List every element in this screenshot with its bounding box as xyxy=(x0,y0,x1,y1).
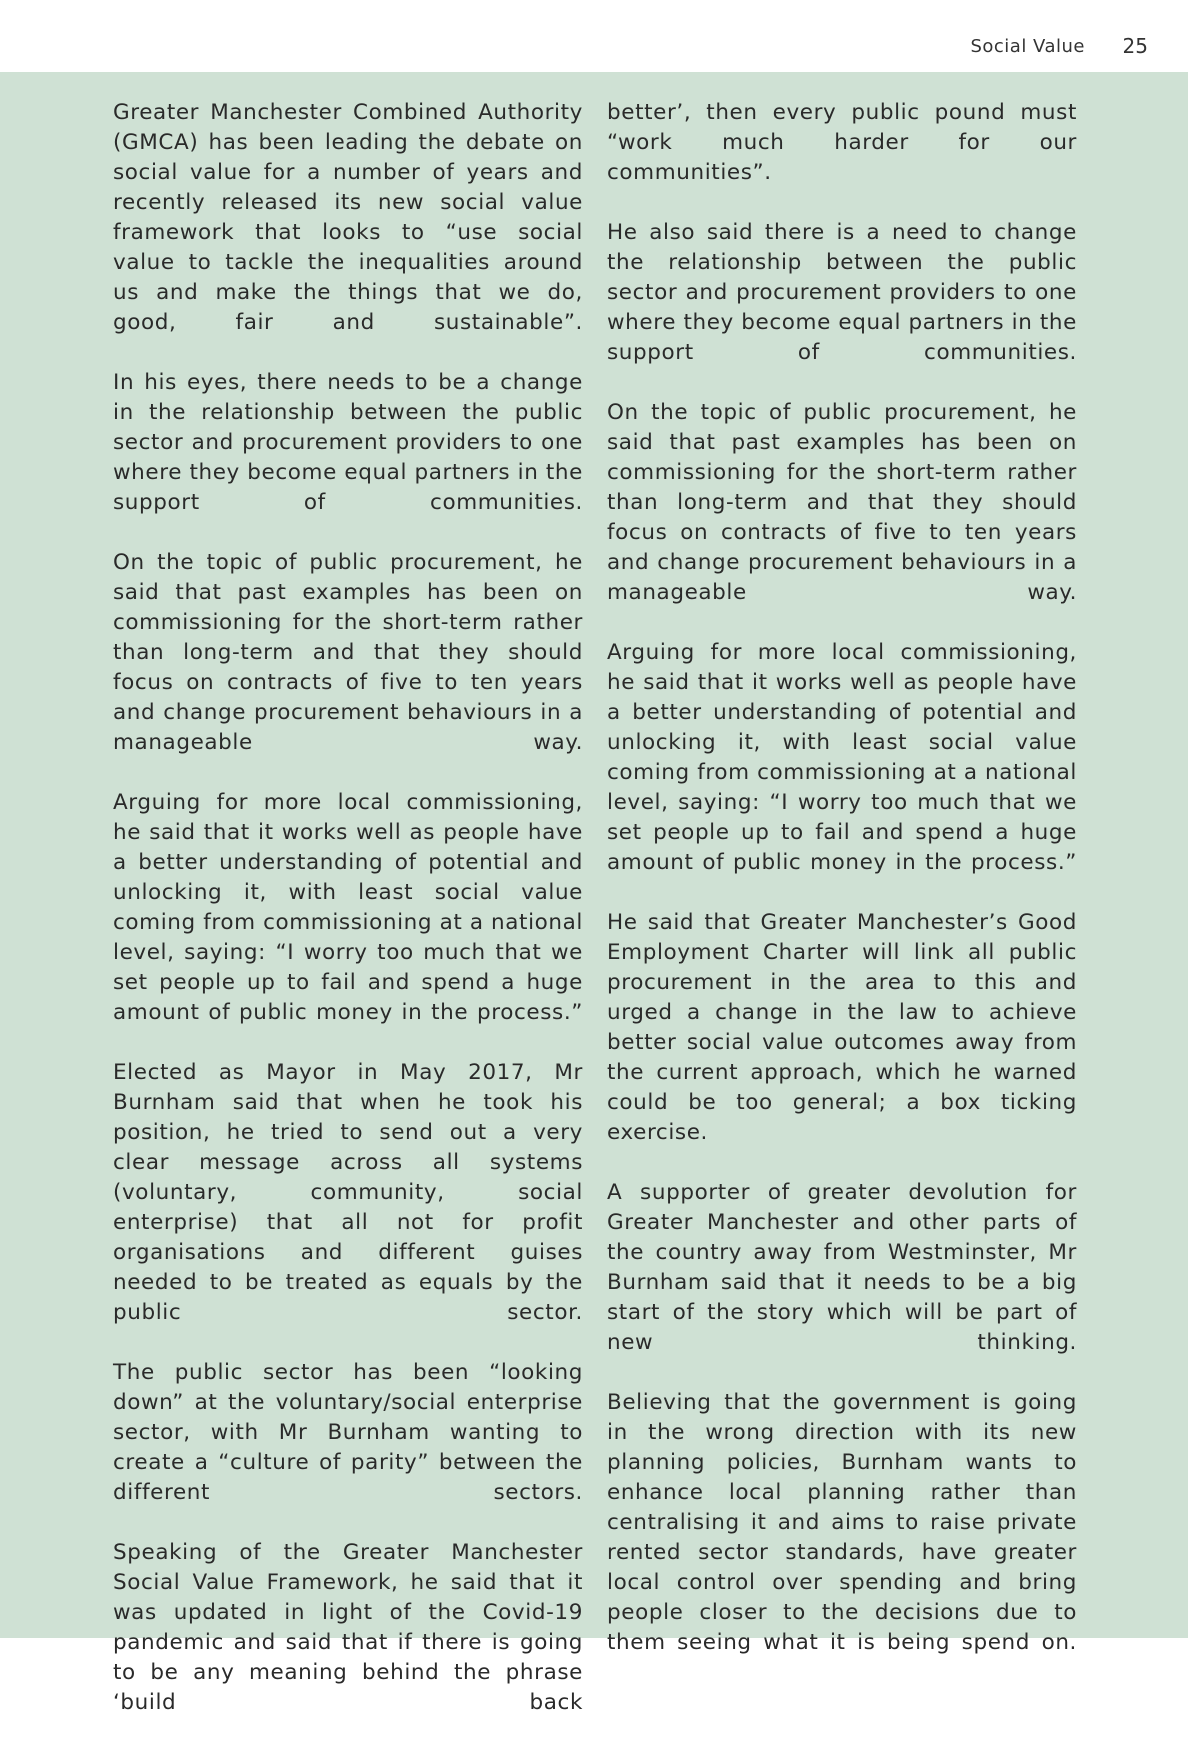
paragraph: Believing that the government is going in the wrong direction with its new planning policies, Burnham wants to enhance local planning rather than centralising it and aims to raise private rented sector standards, have greater local control over spending and bring people closer to the decisions due to them seeing what it is being spend on. xyxy=(607,1390,1077,1655)
paragraph: He also said there is a need to change the relationship between the public sector and procurement providers to one where they become equal partners in the support of communities. xyxy=(607,220,1077,365)
paragraph: A supporter of greater devolution for Greater Manchester and other parts of the country away from Westminster, Mr Burnham said that it needs to be a big start of the story which will be part of new thinking. xyxy=(607,1180,1077,1355)
paragraph: Greater Manchester Combined Authority (GMCA) has been leading the debate on social value for a number of years and recently released its new social value framework that looks to “use social value to tackle the inequalities around us and make the things that we do, good, fair and sustainable”. xyxy=(113,100,583,335)
left-column xyxy=(113,98,583,1748)
paragraph: On the topic of public procurement, he said that past examples has been on commissioning for the short-term rather than long-term and that they should focus on contracts of five to ten years and change procurement behaviours in a manageable way. xyxy=(113,550,583,755)
page-number: 25 xyxy=(1122,34,1148,58)
paragraph: He said that Greater Manchester’s Good Employment Charter will link all public procurement in the area to this and urged a change in the law to achieve better social value outcomes away from the current approach, which he warned could be too general; a box ticking exercise. xyxy=(607,910,1077,1145)
right-column xyxy=(607,98,1077,1688)
section-title: Social Value xyxy=(970,36,1085,57)
paragraph: Arguing for more local commissioning, he said that it works well as people have a better understanding of potential and unlocking it, with least social value coming from commissioning at a national level, saying: “I worry too much that we set people up to fail and spend a huge amount of public money in the process.” xyxy=(607,640,1077,875)
paragraph: Speaking of the Greater Manchester Social Value Framework, he said that it was updated in light of the Covid-19 pandemic and said that if there is going to be any meaning behind the phrase ‘build back xyxy=(113,1540,583,1715)
paragraph: Elected as Mayor in May 2017, Mr Burnham said that when he took his position, he tried to send out a very clear message across all systems (voluntary, community, social enterprise) that all not for profit organisations and different guises needed to be treated as equals by the public sector. xyxy=(113,1060,583,1325)
paragraph: Arguing for more local commissioning, he said that it works well as people have a better understanding of potential and unlocking it, with least social value coming from commissioning at a national level, saying: “I worry too much that we set people up to fail and spend a huge amount of public money in the process.” xyxy=(113,790,583,1025)
paragraph: better’, then every public pound must “work much harder for our communities”. xyxy=(607,100,1077,185)
paragraph: On the topic of public procurement, he said that past examples has been on commissioning for the short-term rather than long-term and that they should focus on contracts of five to ten years and change procurement behaviours in a manageable way. xyxy=(607,400,1077,605)
paragraph: In his eyes, there needs to be a change in the relationship between the public sector and procurement providers to one where they become equal partners in the support of communities. xyxy=(113,370,583,515)
paragraph: The public sector has been “looking down” at the voluntary/social enterprise sector, with Mr Burnham wanting to create a “culture of parity” between the different sectors. xyxy=(113,1360,583,1505)
page-header xyxy=(0,0,1200,72)
